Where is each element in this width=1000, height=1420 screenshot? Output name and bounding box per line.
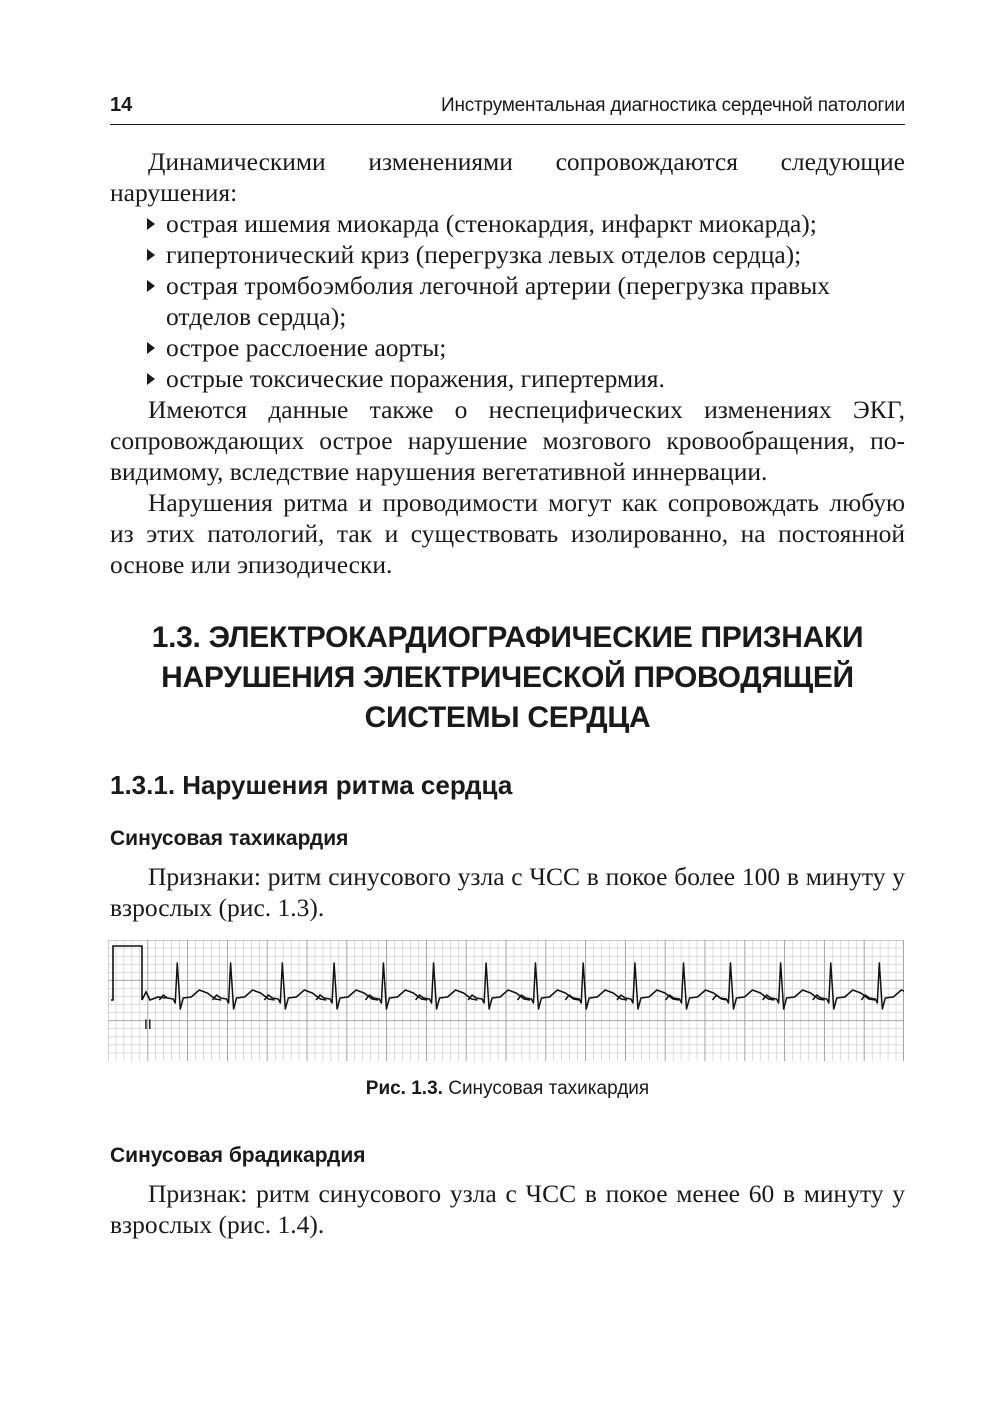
- list-item-text: острая ишемия миокарда (стенокардия, инфаркт миокарда);: [166, 209, 817, 238]
- ecg-beat-3: [264, 963, 326, 1009]
- subsection-heading: 1.3.1. Нарушения ритма сердца: [110, 770, 513, 800]
- list-item: [110, 208, 905, 239]
- ecg-beat-10: [617, 963, 679, 1009]
- paragraph: Имеются данные также о неспецифических изменениях ЭКГ, сопровождающих острое нарушение мозгового кровообращения, по-видимому, вследствие нарушения вегетативной иннервации.: [110, 395, 905, 486]
- ecg-beat-2: [213, 963, 275, 1009]
- section-heading-line: СИСТЕМЫ СЕРДЦА: [364, 701, 651, 734]
- ecg-beat-7: [468, 963, 530, 1009]
- ecg-beat-6: [416, 963, 478, 1009]
- ecg-beat-8: [517, 963, 579, 1009]
- ecg-beat-14: [813, 963, 875, 1009]
- list-item-text: острое расслоение аорты;: [166, 333, 447, 362]
- bradycardia-text: Признак: ритм синусового узла с ЧСС в покое менее 60 в минуту у взрослых (рис. 1.4).: [110, 1179, 905, 1239]
- figure-caption: [110, 1076, 905, 1102]
- running-header: [110, 92, 905, 125]
- list-item: [110, 332, 905, 363]
- page-number: 14: [110, 94, 133, 116]
- triangle-bullet-icon: [147, 249, 155, 261]
- ecg-beat-9: [565, 963, 627, 1009]
- running-title: Инструментальная диагностика сердечной патологии: [441, 95, 905, 116]
- ecg-beats: [159, 963, 904, 1009]
- lead-label: II: [144, 1016, 152, 1032]
- ecg-beat-12: [712, 963, 774, 1009]
- paragraph: Нарушения ритма и проводимости могут как сопровождать любую из этих патологий, так и существовать изолированно, на постоянной основе или эпизодически.: [110, 488, 905, 579]
- intro-block: [110, 146, 905, 580]
- section-heading-line: 1.3. ЭЛЕКТРОКАРДИОГРАФИЧЕСКИЕ ПРИЗНАКИ: [151, 621, 864, 654]
- ecg-beat-5: [365, 963, 427, 1009]
- tachycardia-heading: Синусовая тахикардия: [110, 827, 349, 850]
- section-heading: [110, 618, 905, 738]
- caption-label: Рис. 1.3.: [365, 1078, 443, 1099]
- triangle-bullet-icon: [147, 342, 155, 354]
- list-item-text: острые токсические поражения, гипертермия.: [166, 364, 665, 393]
- section-heading-line: НАРУШЕНИЯ ЭЛЕКТРИЧЕСКОЙ ПРОВОДЯЩЕЙ: [161, 661, 854, 694]
- list-item: [110, 363, 905, 394]
- ecg-figure: [108, 940, 904, 1061]
- list-item-text: острая тромбоэмболия легочной артерии (перегрузка правых отделов сердца);: [166, 271, 831, 331]
- triangle-bullet-icon: [147, 280, 155, 292]
- ecg-beat-13: [763, 963, 825, 1009]
- bullet-list: [110, 208, 905, 394]
- bradycardia-heading: Синусовая брадикардия: [110, 1144, 366, 1167]
- calibration-pulse: [111, 946, 166, 1000]
- ecg-beat-15: [861, 963, 904, 1009]
- tachycardia-text: Признаки: ритм синусового узла с ЧСС в покое более 100 в минуту у взрослых (рис. 1.3).: [110, 862, 905, 922]
- triangle-bullet-icon: [147, 218, 155, 230]
- ecg-beat-1: [159, 963, 221, 1009]
- triangle-bullet-icon: [147, 373, 155, 385]
- list-item: [110, 270, 905, 332]
- tachycardia-text-block: [110, 861, 905, 923]
- list-item: [110, 239, 905, 270]
- intro-lead: Динамическими изменениями сопровождаются следующие нарушения:: [110, 147, 905, 207]
- ecg-beat-11: [666, 963, 728, 1009]
- list-item-text: гипертонический криз (перегрузка левых отделов сердца);: [166, 240, 802, 269]
- bradycardia-text-block: [110, 1178, 905, 1240]
- caption-text: Синусовая тахикардия: [442, 1078, 650, 1099]
